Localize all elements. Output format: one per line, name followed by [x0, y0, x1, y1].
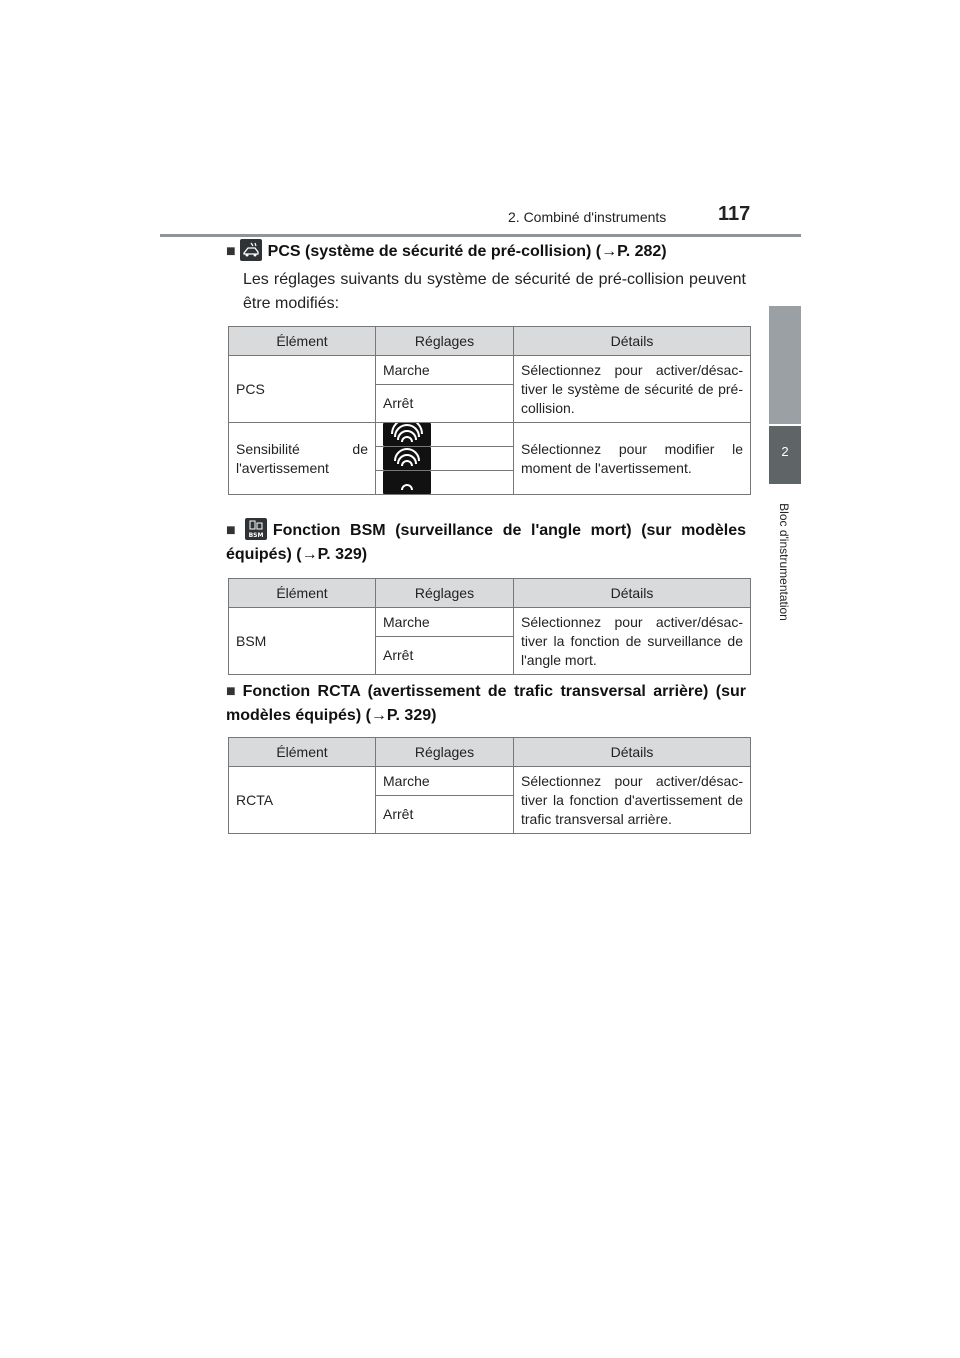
- col-header-settings: Réglages: [376, 327, 514, 356]
- pcs-intro: Les réglages suivants du système de sécurité de pré-collision peuvent être modifiés:: [243, 271, 746, 312]
- pcs-heading: [226, 239, 667, 264]
- element-cell: RCTA: [229, 767, 376, 834]
- rcta-heading-title: Fonction RCTA (avertissement de trafic transversal arrière) (sur modèles équipés) (: [226, 683, 746, 724]
- bullet: ■: [226, 683, 239, 700]
- table-row: [229, 356, 751, 385]
- sensitivity-high-icon: [383, 423, 431, 446]
- side-tab: [769, 426, 801, 484]
- pcs-settings-table: [228, 326, 751, 495]
- pcs-car-icon: [240, 239, 262, 261]
- pcs-heading-ref[interactable]: P. 282): [617, 243, 667, 260]
- bsm-heading-ref[interactable]: P. 329): [317, 546, 368, 563]
- rcta-settings-table: [228, 737, 751, 834]
- sensitivity-level-cell: [376, 447, 514, 471]
- bsm-settings-table: [228, 578, 751, 675]
- table-header-row: [229, 738, 751, 767]
- details-cell: Sélectionnez pour activer/désac-tiver la fonction de surveillance de l'angle mort.: [514, 608, 751, 675]
- sensitivity-low-icon: [383, 471, 431, 494]
- setting-cell: Arrêt: [376, 637, 514, 675]
- col-header-element: Élément: [229, 738, 376, 767]
- details-cell: Sélectionnez pour modifier le moment de l'avertissement.: [514, 423, 751, 495]
- col-header-details: Détails: [514, 327, 751, 356]
- side-tab-number: 2: [781, 444, 789, 459]
- bullet: ■: [226, 522, 241, 539]
- table-header-row: [229, 327, 751, 356]
- sensitivity-level-cell: [376, 423, 514, 447]
- bsm-icon: [245, 518, 267, 540]
- arrow-icon: →: [370, 707, 387, 724]
- bullet: ■: [226, 243, 236, 260]
- col-header-details: Détails: [514, 579, 751, 608]
- side-tab-label: Bloc d'instrumentation: [777, 503, 791, 621]
- sensitivity-level-cell: [376, 471, 514, 495]
- details-cell: Sélectionnez pour activer/désac-tiver la fonction d'avertissement de trafic transversal arrière.: [514, 767, 751, 834]
- setting-cell: Marche: [376, 767, 514, 796]
- pcs-heading-title: PCS (système de sécurité de pré-collision) (: [267, 243, 602, 260]
- setting-cell: Arrêt: [376, 385, 514, 423]
- sensitivity-medium-icon: [383, 447, 431, 470]
- table-header-row: [229, 579, 751, 608]
- setting-cell: Arrêt: [376, 796, 514, 834]
- element-cell: BSM: [229, 608, 376, 675]
- rcta-heading: [226, 680, 746, 728]
- col-header-settings: Réglages: [376, 579, 514, 608]
- setting-cell: Marche: [376, 356, 514, 385]
- col-header-settings: Réglages: [376, 738, 514, 767]
- col-header-element: Élément: [229, 579, 376, 608]
- bsm-heading: [226, 518, 746, 567]
- header-section-title: 2. Combiné d'instruments: [508, 209, 667, 225]
- element-cell: Sensibilité de l'avertissement: [229, 423, 376, 495]
- table-row: [229, 767, 751, 796]
- element-cell: PCS: [229, 356, 376, 423]
- table-row: [229, 423, 751, 447]
- col-header-details: Détails: [514, 738, 751, 767]
- page-number: 117: [718, 203, 751, 225]
- bsm-heading-title: Fonction BSM (surveillance de l'angle mort) (sur modèles équipés) (: [226, 522, 746, 563]
- arrow-icon: →: [301, 546, 318, 563]
- setting-cell: Marche: [376, 608, 514, 637]
- side-tab-upper: [769, 306, 801, 424]
- col-header-element: Élément: [229, 327, 376, 356]
- arrow-icon: →: [601, 243, 618, 260]
- bsm-icon-text: BSM: [248, 532, 264, 539]
- table-row: [229, 608, 751, 637]
- header-rule: [160, 234, 801, 237]
- details-cell: Sélectionnez pour activer/désac-tiver le système de sécurité de pré-collision.: [514, 356, 751, 423]
- rcta-heading-ref[interactable]: P. 329): [386, 707, 437, 724]
